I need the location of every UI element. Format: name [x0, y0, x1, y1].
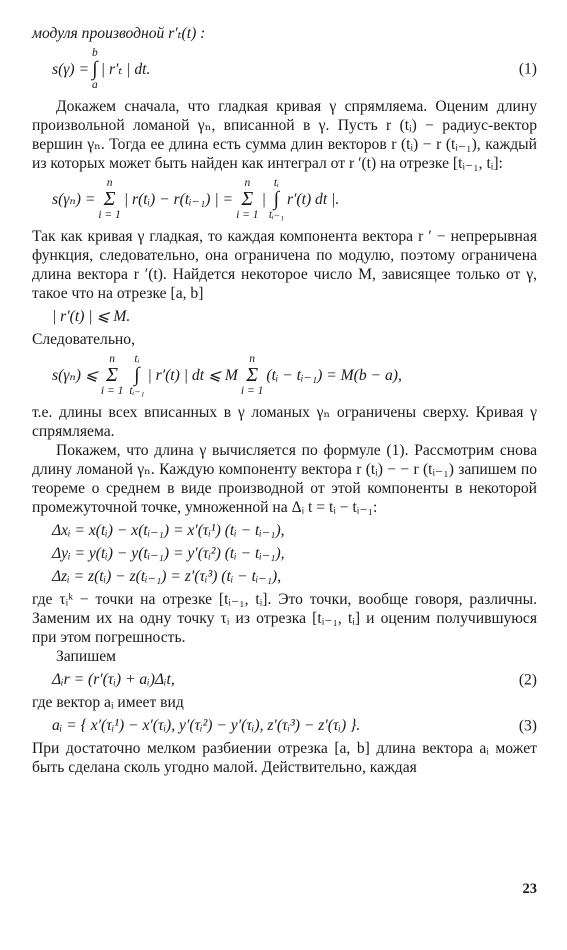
eq1-lower: a: [92, 79, 98, 91]
paragraph-5: Покажем, что длина γ вычисляется по формуле (1). Рассмотрим снова длину ломаной γₙ. Каждую компоненту вектора r (tᵢ) − − r (tᵢ₋₁) запишем по теореме о среднем в виде производной от этой компоненты в некоторой промежуточной точке, умноженной на Δᵢ t = tᵢ − tᵢ₋₁:: [32, 442, 537, 516]
paragraph-1: Докажем сначала, что гладкая кривая γ спрямляема. Оценим длину произвольной ломаной γₙ, вписанной в γ. Пусть r (tᵢ) − радиус-вектор вершин γₙ. Тогда ее длина есть сумма длин векторов r (tᵢ) − r (tᵢ₋₁), каждый из которых может быть найден как интеграл от r ′(t) на отрезке [tᵢ₋₁, tᵢ]:: [32, 98, 537, 172]
equation-1: [32, 47, 537, 91]
eq-est-sym1: Σ: [106, 364, 119, 386]
eq-sum-int: [269, 177, 284, 221]
paragraph-7: Запишем: [56, 648, 117, 665]
eq2-body: Δᵢr = (r′(τᵢ) + aᵢ)Δᵢt,: [52, 671, 175, 688]
eq-est-sym2: ∫: [134, 364, 140, 386]
paragraph-8: где вектор aᵢ имеет вид: [32, 694, 184, 711]
eq-est-up2: tᵢ: [134, 353, 140, 365]
eq1-symbol: ∫: [92, 58, 98, 80]
eq1-lhs: s(γ) =: [52, 60, 90, 78]
equation-bound: | r′(t) | ⩽ M.: [52, 308, 131, 325]
eq-est-sym3: Σ: [246, 364, 259, 386]
page-number: 23: [522, 881, 537, 897]
eq-sum-lhs: s(γₙ) =: [52, 190, 96, 208]
eq-est-sum1: [101, 353, 123, 397]
eq-est-rhs: (tᵢ − tᵢ₋₁) = M(b − a),: [266, 366, 402, 384]
eq-sum-dn1: i = 1: [98, 209, 121, 221]
eq-sum-dn2: i = 1: [236, 209, 259, 221]
eq-sum-mid: | r(tᵢ) − r(tᵢ₋₁) | =: [123, 190, 234, 208]
equation-dx: Δxᵢ = x(tᵢ) − x(tᵢ₋₁) = x′(τᵢ¹) (tᵢ − tᵢ₋₁),: [52, 522, 285, 539]
eq-est-mid: | r′(t) | dt ⩽ M: [147, 366, 238, 384]
eq-sum-sym3: ∫: [273, 188, 280, 210]
eq-sum-sym1: Σ: [103, 188, 116, 210]
equation-dy: Δyᵢ = y(tᵢ) − y(tᵢ₋₁) = y′(τᵢ²) (tᵢ − tᵢ₋₁),: [52, 545, 285, 562]
eq-est-up3: n: [249, 353, 256, 365]
paragraph-3: Следовательно,: [32, 331, 135, 348]
eq3-number: (3): [518, 717, 537, 734]
equation-3: [32, 716, 537, 735]
eq-est-dn3: i = 1: [240, 385, 264, 397]
eq1-number: (1): [518, 60, 537, 78]
eq-est-int: [129, 353, 144, 397]
eq2-number: (2): [518, 671, 537, 688]
intro-line: модуля производной r′ₜ(t) :: [32, 25, 206, 42]
eq-est-sum2: [241, 353, 263, 397]
eq-sum-rhs: r′(t) dt |.: [286, 190, 340, 208]
eq-sum-up2: n: [244, 177, 251, 189]
eq-est-lhs: s(γₙ) ⩽: [52, 366, 98, 384]
eq1-upper: b: [92, 47, 98, 59]
eq-sum-sum1: [98, 177, 120, 221]
eq1-rhs: | r′ₜ | dt.: [100, 60, 151, 78]
eq-sum-sym2: Σ: [241, 188, 254, 210]
paragraph-2: Так как кривая γ гладкая, то каждая компонента вектора r ′ − непрерывная функция, следовательно, она ограничена по модулю, поэтому ограничена длина вектора r ′(t). Найдется некоторое число M, зависящее только от γ, такое что на отрезке [a, b]: [32, 228, 537, 302]
equation-dz: Δzᵢ = z(tᵢ) − z(tᵢ₋₁) = z′(τᵢ³) (tᵢ − tᵢ₋₁),: [52, 568, 282, 585]
eq-sum-up3: tᵢ: [273, 177, 279, 189]
equation-sum: [32, 177, 537, 221]
eq-est-dn1: i = 1: [100, 385, 124, 397]
equation-2: [32, 670, 537, 689]
paragraph-6: где τᵢᵏ − точки на отрезке [tᵢ₋₁, tᵢ]. Это точки, вообще говоря, различны. Заменим их на одну точку τᵢ из отрезка [tᵢ₋₁, tᵢ] и оценим получившуюся при этом погрешность.: [32, 591, 537, 646]
page-body: [32, 24, 537, 777]
eq-sum-dn3: tᵢ₋₁: [268, 209, 284, 221]
equation-estimate: [32, 353, 537, 397]
paragraph-9: При достаточно мелком разбиении отрезка [a, b] длина вектора aᵢ может быть сделана сколь угодно малой. Действительно, каждая: [32, 740, 537, 776]
eq-est-up1: n: [109, 353, 115, 365]
eq-est-dn2: tᵢ₋₁: [129, 385, 145, 397]
eq1-integral: [92, 47, 98, 91]
eq-sum-up1: n: [106, 177, 113, 189]
eq-sum-bar: |: [261, 190, 266, 208]
eq-sum-sum2: [236, 177, 258, 221]
eq3-body: aᵢ = { x′(τᵢ¹) − x′(τᵢ), y′(τᵢ²) − y′(τᵢ), z′(τᵢ³) − z′(τᵢ) }.: [52, 717, 361, 734]
paragraph-4: т.е. длины всех вписанных в γ ломаных γₙ ограничены сверху. Кривая γ спрямляема.: [32, 404, 537, 440]
